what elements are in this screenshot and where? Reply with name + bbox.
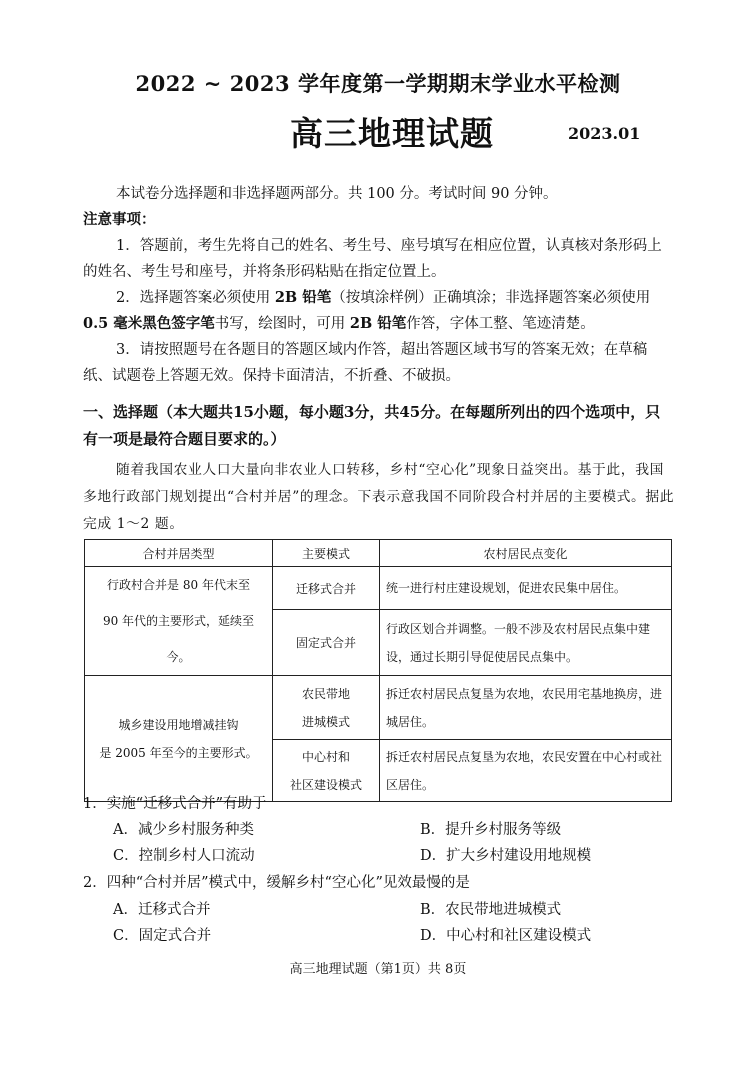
table-header-cell: 农村居民点变化	[380, 540, 672, 567]
question-2-option-d: D．中心村和社区建设模式	[420, 928, 592, 944]
note-2	[83, 285, 675, 337]
table-cell: 迁移式合并	[273, 567, 380, 610]
note-2-part: （按填涂样例）正确填涂；非选择题答案必须使用	[331, 290, 651, 306]
merge-mode-table	[84, 539, 672, 802]
table-row	[85, 567, 672, 610]
table-cell	[273, 740, 380, 802]
material-text: 随着我国农业人口大量向非农业人口转移，乡村“空心化”现象日益突出。基于此，我国多地行政部门规划提出“合村并居”的理念。下表示意我国不同阶段合村并居的主要模式。据此完成 1～2 题。	[83, 462, 675, 532]
note-2-part: 书写，绘图时，可用	[214, 316, 350, 332]
table-row	[85, 676, 672, 740]
exam-header: 2022 ~ 2023 学年度第一学期期末学业水平检测	[135, 71, 621, 96]
note-3	[83, 337, 675, 389]
mode-line: 中心村和	[301, 749, 350, 764]
page-footer: 高三地理试题（第1页）共 8页	[289, 962, 467, 977]
table-cell: 行政区划合并调整。一般不涉及农村居民点集中建设，通过长期引导促使居民点集中。	[380, 610, 672, 676]
note-2-part: 2B 铅笔	[349, 315, 407, 332]
question-2-option-b: B．农民带地进城模式	[420, 902, 562, 918]
question-1-stem: 1．实施“迁移式合并”有助于	[83, 796, 267, 812]
type-line: 行政村合并是 80 年代末至	[107, 578, 250, 592]
question-2-option-c: C．固定式合并	[113, 928, 212, 944]
type-line: 是 2005 年至今的主要形式。	[99, 745, 258, 760]
table-cell	[85, 676, 273, 802]
mode-line: 社区建设模式	[289, 777, 362, 792]
table-header-row	[85, 540, 672, 567]
table-cell	[273, 676, 380, 740]
note-2-part: 2B 铅笔	[274, 289, 332, 306]
section-heading: 一、选择题（本大题共15小题，每小题3分，共45分。在每题所列出的四个选项中，只有一项是最符合题目要求的。）	[83, 403, 661, 448]
type-line: 90 年代的主要形式，延续至今。	[102, 614, 255, 664]
exam-intro: 本试卷分选择题和非选择题两部分。共 100 分。考试时间 90 分钟。	[116, 186, 558, 202]
note-1-text: 1．答题前，考生先将自己的姓名、考生号、座号填写在相应位置，认真核对条形码上的姓名、考生号和座号，并将条形码粘贴在指定位置上。	[83, 238, 662, 280]
table-cell: 拆迁农村居民点复垦为农地，农民用宅基地换房，进城居住。	[380, 676, 672, 740]
note-2-part: 2．选择题答案必须使用	[116, 290, 275, 306]
table-cell: 固定式合并	[273, 610, 380, 676]
table-cell: 拆迁农村居民点复垦为农地，农民安置在中心村或社区居住。	[380, 740, 672, 802]
table-cell: 统一进行村庄建设规划，促进农民集中居住。	[380, 567, 672, 610]
note-2-part: 作答，字体工整、笔迹清楚。	[406, 316, 595, 332]
table-header-cell: 主要模式	[273, 540, 380, 567]
question-2-option-a: A．迁移式合并	[113, 902, 211, 918]
note-3-text: 3．请按照题号在各题目的答题区域内作答，超出答题区域书写的答案无效；在草稿纸、试题卷上答题无效。保持卡面清洁，不折叠、不破损。	[83, 342, 648, 384]
note-2-part: 0.5 毫米黑色签字笔	[83, 315, 215, 332]
table-cell	[85, 567, 273, 676]
question-1-option-c: C．控制乡村人口流动	[113, 848, 255, 864]
exam-date: 2023.01	[568, 124, 641, 143]
question-1-option-d: D．扩大乡村建设用地规模	[420, 848, 592, 864]
mode-line: 进城模式	[301, 714, 350, 729]
table-header-cell: 合村并居类型	[85, 540, 273, 567]
question-1-option-b: B．提升乡村服务等级	[420, 822, 562, 838]
type-line: 城乡建设用地增减挂钩	[118, 717, 239, 732]
note-1	[83, 233, 675, 285]
notes-heading: 注意事项：	[83, 211, 156, 228]
mode-line: 农民带地	[301, 686, 350, 701]
exam-title: 高三地理试题	[290, 114, 494, 153]
question-2-stem: 2．四种“合村并居”模式中，缓解乡村“空心化”见效最慢的是	[83, 875, 470, 891]
question-1-option-a: A．减少乡村服务种类	[113, 822, 254, 838]
